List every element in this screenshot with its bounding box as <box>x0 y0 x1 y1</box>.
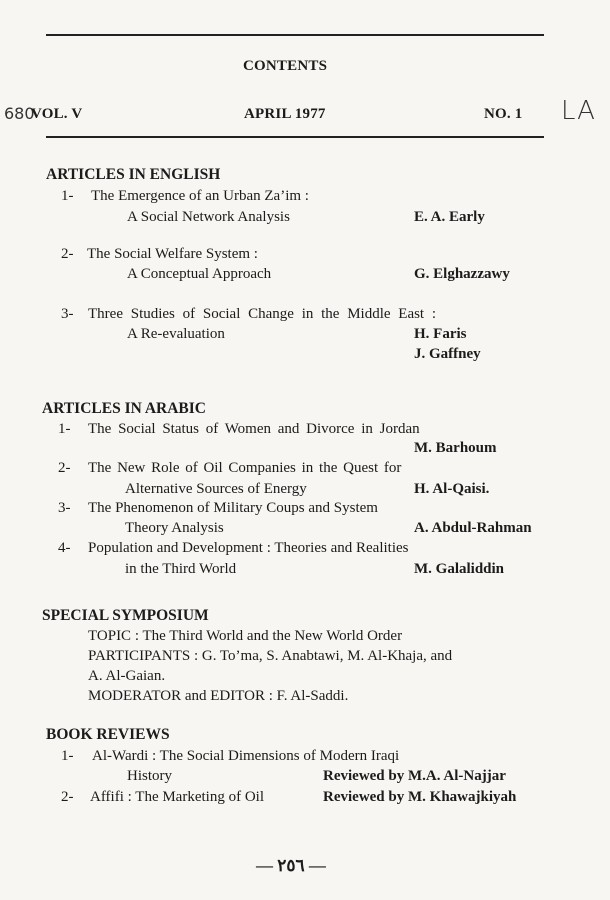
article-title: The Social Status of Women and Divorce in Jordan <box>88 421 420 437</box>
section-heading-reviews: BOOK REVIEWS <box>46 726 170 743</box>
review-title: Affifi : The Marketing of Oil <box>90 789 264 805</box>
issue-date: APRIL 1977 <box>244 106 326 122</box>
article-author: G. Elghazzawy <box>414 266 510 282</box>
article-author: H. Al-Qaisi. <box>414 481 490 497</box>
article-subtitle: A Re-evaluation <box>127 326 225 342</box>
review-title: Al-Wardi : The Social Dimensions of Modern Iraqi <box>92 748 400 764</box>
article-subtitle: Alternative Sources of Energy <box>125 481 307 497</box>
article-subtitle: Theory Analysis <box>125 520 224 536</box>
symposium-participants: PARTICIPANTS : G. To’ma, S. Anabtawi, M. Al-Khaja, and <box>88 648 453 664</box>
list-item-number: 3- <box>58 500 71 516</box>
issue-number: NO. 1 <box>484 106 523 122</box>
list-item-number: 1- <box>61 188 74 204</box>
review-title-cont: History <box>127 768 172 784</box>
reviewer: Reviewed by M.A. Al-Najjar <box>323 768 506 784</box>
article-author: M. Galaliddin <box>414 561 505 577</box>
reviewer: Reviewed by M. Khawajkiyah <box>323 789 517 805</box>
handwritten-note-left: 680 <box>4 104 35 123</box>
section-heading-english: ARTICLES IN ENGLISH <box>46 166 221 183</box>
article-author: H. Faris <box>414 326 467 342</box>
symposium-moderator: MODERATOR and EDITOR : F. Al-Saddi. <box>88 688 349 704</box>
list-item-number: 1- <box>58 421 71 437</box>
article-title: The Emergence of an Urban Za’im : <box>91 188 309 204</box>
section-heading-symposium: SPECIAL SYMPOSIUM <box>42 607 209 624</box>
article-author: M. Barhoum <box>414 440 497 456</box>
article-title: The New Role of Oil Companies in the Quest for <box>88 460 402 476</box>
handwritten-note-right: LA <box>561 96 596 126</box>
article-author: J. Gaffney <box>414 346 481 362</box>
article-title: Population and Development : Theories and Realities <box>88 540 409 556</box>
symposium-participants-cont: A. Al-Gaian. <box>88 668 166 684</box>
list-item-number: 3- <box>61 306 74 322</box>
article-subtitle: A Social Network Analysis <box>127 209 290 225</box>
contents-title: CONTENTS <box>243 58 328 74</box>
top-rule <box>46 34 544 36</box>
article-subtitle: A Conceptual Approach <box>127 266 272 282</box>
list-item-number: 1- <box>61 748 74 764</box>
page-number: — ٢٥٦ — <box>256 856 326 875</box>
article-title: The Phenomenon of Military Coups and System <box>88 500 378 516</box>
volume-label: VOL. V <box>31 106 83 122</box>
list-item-number: 2- <box>58 460 71 476</box>
article-author: A. Abdul-Rahman <box>414 520 532 536</box>
header-rule <box>46 136 544 138</box>
list-item-number: 4- <box>58 540 71 556</box>
article-title: Three Studies of Social Change in the Middle East : <box>88 306 437 322</box>
article-subtitle: in the Third World <box>125 561 237 577</box>
article-title: The Social Welfare System : <box>87 246 258 262</box>
section-heading-arabic: ARTICLES IN ARABIC <box>42 400 206 417</box>
symposium-topic: TOPIC : The Third World and the New World Order <box>88 628 403 644</box>
list-item-number: 2- <box>61 789 74 805</box>
list-item-number: 2- <box>61 246 74 262</box>
article-author: E. A. Early <box>414 209 485 225</box>
